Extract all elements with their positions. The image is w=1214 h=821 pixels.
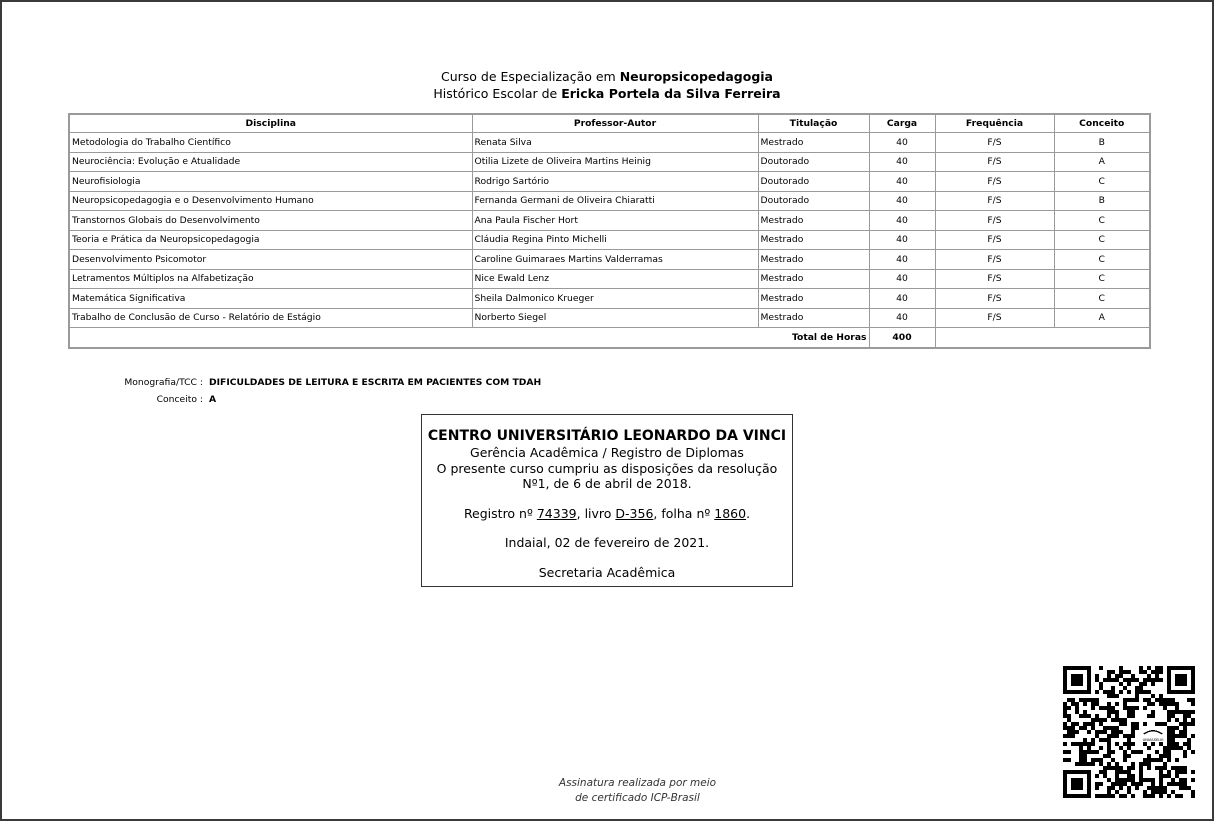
cell-carga: 40	[869, 152, 935, 172]
cell-carga: 40	[869, 230, 935, 250]
document-header	[0, 68, 1214, 102]
cell-professor: Renata Silva	[472, 133, 758, 153]
table-row	[69, 308, 1150, 328]
cell-conceito: B	[1054, 133, 1150, 153]
grades-table	[68, 113, 1151, 349]
signature-line-2: de certificado ICP-Brasil	[575, 792, 700, 804]
cell-disciplina: Metodologia do Trabalho Científico	[69, 133, 472, 153]
cell-disciplina: Trabalho de Conclusão de Curso - Relatório de Estágio	[69, 308, 472, 328]
resolution-line-1: O presente curso cumpriu as disposições da resolução	[436, 460, 778, 476]
monografia-section	[68, 374, 541, 408]
cell-conceito: C	[1054, 230, 1150, 250]
cell-disciplina: Letramentos Múltiplos na Alfabetização	[69, 269, 472, 289]
cell-conceito: B	[1054, 191, 1150, 211]
cell-disciplina: Teoria e Prática da Neuropsicopedagogia	[69, 230, 472, 250]
institution-name: CENTRO UNIVERSITÁRIO LEONARDO DA VINCI	[427, 428, 787, 444]
cell-professor: Nice Ewald Lenz	[472, 269, 758, 289]
monografia-title: DIFICULDADES DE LEITURA E ESCRITA EM PACIENTES COM TDAH	[209, 377, 542, 388]
cell-carga: 40	[869, 191, 935, 211]
cell-conceito: C	[1054, 172, 1150, 192]
col-carga: Carga	[869, 114, 935, 133]
cell-disciplina: Desenvolvimento Psicomotor	[69, 250, 472, 270]
registro-number: 74339	[536, 505, 577, 521]
col-conceito: Conceito	[1054, 114, 1150, 133]
digital-signature-note	[510, 776, 765, 806]
cell-titulacao: Mestrado	[758, 269, 869, 289]
cell-carga: 40	[869, 250, 935, 270]
resolution-line-2: Nº1, de 6 de abril de 2018.	[522, 476, 692, 491]
signature-line-1: Assinatura realizada por meio	[558, 777, 717, 789]
total-row	[69, 328, 1150, 348]
cell-conceito: A	[1054, 152, 1150, 172]
table-row	[69, 230, 1150, 250]
cell-frequencia: F/S	[935, 172, 1054, 192]
table-row	[69, 269, 1150, 289]
cell-titulacao: Mestrado	[758, 289, 869, 309]
table-row	[69, 133, 1150, 153]
cell-disciplina: Transtornos Globais do Desenvolvimento	[69, 211, 472, 231]
col-professor: Professor-Autor	[472, 114, 758, 133]
cell-carga: 40	[869, 133, 935, 153]
cell-carga: 40	[869, 289, 935, 309]
place-date: Indaial, 02 de fevereiro de 2021.	[504, 535, 710, 550]
cell-titulacao: Doutorado	[758, 152, 869, 172]
cell-titulacao: Mestrado	[758, 250, 869, 270]
registro-prefix: Registro nº	[463, 505, 533, 521]
course-line	[0, 68, 1214, 85]
cell-titulacao: Mestrado	[758, 133, 869, 153]
course-name: Neuropsicopedagogia	[619, 69, 773, 84]
cell-conceito: C	[1054, 269, 1150, 289]
folha-number: 1860	[714, 505, 747, 521]
total-label: Total de Horas	[69, 328, 869, 348]
cell-frequencia: F/S	[935, 289, 1054, 309]
table-row	[69, 289, 1150, 309]
cell-frequencia: F/S	[935, 211, 1054, 231]
student-prefix: Histórico Escolar de	[433, 86, 558, 101]
cell-carga: 40	[869, 308, 935, 328]
cell-frequencia: F/S	[935, 269, 1054, 289]
cell-carga: 40	[869, 172, 935, 192]
cell-professor: Caroline Guimaraes Martins Valderramas	[472, 250, 758, 270]
cell-disciplina: Neurofisiologia	[69, 172, 472, 192]
cell-professor: Rodrigo Sartório	[472, 172, 758, 192]
cell-titulacao: Doutorado	[758, 172, 869, 192]
cell-professor: Fernanda Germani de Oliveira Chiaratti	[472, 191, 758, 211]
monografia-label: Monografia/TCC :	[124, 377, 203, 388]
livro-prefix: , livro	[576, 505, 612, 521]
cell-frequencia: F/S	[935, 230, 1054, 250]
cell-professor: Sheila Dalmonico Krueger	[472, 289, 758, 309]
col-disciplina: Disciplina	[69, 114, 472, 133]
course-prefix: Curso de Especialização em	[440, 69, 616, 84]
student-name: Ericka Portela da Silva Ferreira	[561, 86, 781, 101]
cell-disciplina: Matemática Significativa	[69, 289, 472, 309]
cell-professor: Norberto Siegel	[472, 308, 758, 328]
total-empty	[935, 328, 1150, 348]
cell-frequencia: F/S	[935, 308, 1054, 328]
table-row	[69, 211, 1150, 231]
cell-conceito: A	[1054, 308, 1150, 328]
cell-conceito: C	[1054, 250, 1150, 270]
secretaria: Secretaria Acadêmica	[538, 564, 676, 580]
qr-logo-text	[1143, 738, 1164, 742]
registro-line	[422, 506, 792, 522]
cell-disciplina: Neurociência: Evolução e Atualidade	[69, 152, 472, 172]
cell-disciplina: Neuropsicopedagogia e o Desenvolvimento Humano	[69, 191, 472, 211]
cell-titulacao: Mestrado	[758, 308, 869, 328]
table-row	[69, 250, 1150, 270]
col-frequencia: Frequência	[935, 114, 1054, 133]
conceito-value: A	[209, 394, 217, 405]
cell-titulacao: Mestrado	[758, 230, 869, 250]
cell-titulacao: Mestrado	[758, 211, 869, 231]
table-row	[69, 152, 1150, 172]
folha-suffix: .	[746, 505, 751, 521]
cell-conceito: C	[1054, 289, 1150, 309]
student-line	[0, 85, 1214, 102]
cell-carga: 40	[869, 269, 935, 289]
cell-carga: 40	[869, 211, 935, 231]
cell-professor: Otilia Lizete de Oliveira Martins Heinig	[472, 152, 758, 172]
table-row	[69, 172, 1150, 192]
cell-professor: Cláudia Regina Pinto Michelli	[472, 230, 758, 250]
cell-conceito: C	[1054, 211, 1150, 231]
total-value: 400	[869, 328, 935, 348]
qr-code-icon	[1063, 666, 1195, 798]
cell-frequencia: F/S	[935, 191, 1054, 211]
department: Gerência Acadêmica / Registro de Diplomas	[470, 445, 744, 460]
table-header-row	[69, 114, 1150, 133]
cell-frequencia: F/S	[935, 133, 1054, 153]
livro-number: D-356	[615, 505, 654, 521]
cell-frequencia: F/S	[935, 250, 1054, 270]
conceito-label: Conceito :	[156, 394, 203, 405]
folha-prefix: , folha nº	[653, 505, 711, 521]
col-titulacao: Titulação	[758, 114, 869, 133]
registration-stamp	[421, 414, 793, 587]
cell-professor: Ana Paula Fischer Hort	[472, 211, 758, 231]
table-row	[69, 191, 1150, 211]
cell-titulacao: Doutorado	[758, 191, 869, 211]
cell-frequencia: F/S	[935, 152, 1054, 172]
